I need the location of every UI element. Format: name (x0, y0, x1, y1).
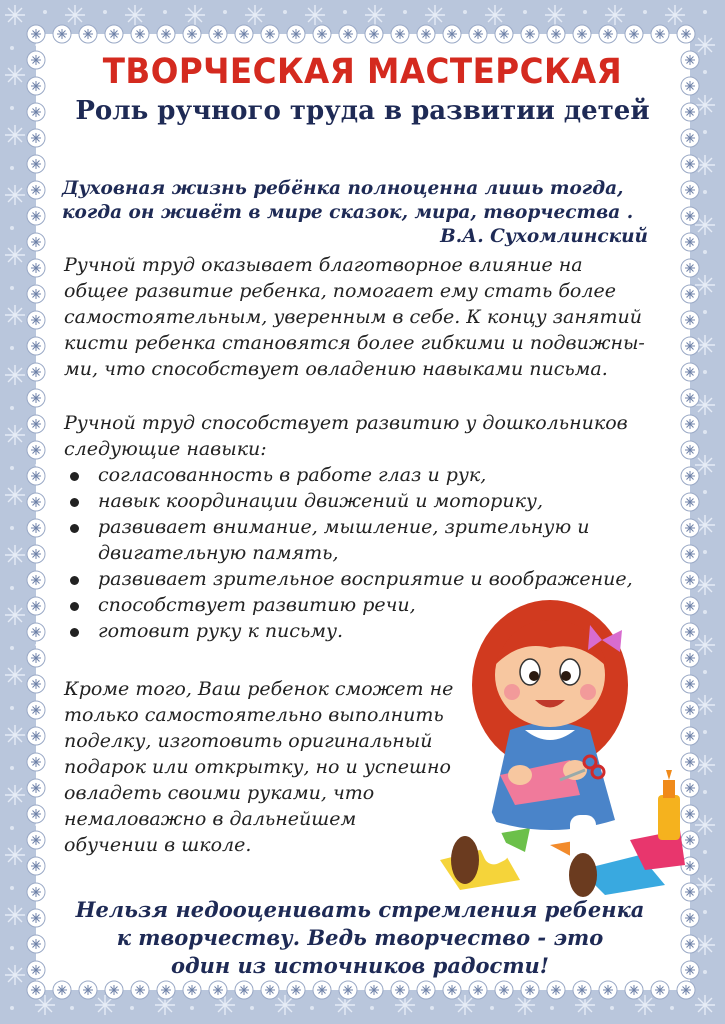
text-line: следующие навыки: (64, 438, 267, 460)
border-snowflake (27, 155, 45, 173)
border-snowflake (27, 519, 45, 537)
border-snowflake (651, 25, 669, 43)
border-snowflake (365, 981, 383, 999)
border-snowflake (27, 441, 45, 459)
border-snowflake (157, 981, 175, 999)
girl-cutting-paper-illustration (430, 590, 690, 900)
border-snowflake (339, 981, 357, 999)
border-snowflake (27, 25, 45, 43)
border-snowflake (131, 25, 149, 43)
border-snowflake (677, 25, 695, 43)
text-line: подарок или открытку, но и успешно (64, 756, 451, 778)
border-snowflake (235, 981, 253, 999)
border-snowflake (105, 981, 123, 999)
quote-author: В.А. Сухомлинский (440, 226, 648, 247)
paragraph-skills-intro (64, 410, 689, 462)
page-subtitle: Роль ручного труда в развитии детей (75, 96, 650, 126)
border-snowflake (339, 25, 357, 43)
text-line: овладеть своими руками, что (64, 782, 375, 804)
border-snowflake (53, 981, 71, 999)
border-snowflake (27, 545, 45, 563)
border-snowflake (27, 233, 45, 251)
border-snowflake (677, 981, 695, 999)
border-snowflake (27, 415, 45, 433)
border-snowflake (681, 129, 699, 147)
border-snowflake (495, 25, 513, 43)
list-item-text: согласованность в работе глаз и рук, (98, 464, 487, 486)
closing-line: к творчеству. Ведь творчество - это (116, 925, 604, 950)
border-snowflake (27, 493, 45, 511)
text-line: ми, что способствует овладению навыками письма. (64, 358, 608, 380)
page-title: ТВОРЧЕСКАЯ МАСТЕРСКАЯ (102, 52, 623, 92)
border-snowflake (79, 981, 97, 999)
quote-line: когда он живёт в мире сказок, мира, творчества . (62, 202, 634, 223)
border-snowflake (547, 25, 565, 43)
border-snowflake (27, 389, 45, 407)
border-snowflake (287, 981, 305, 999)
border-snowflake (53, 25, 71, 43)
border-snowflake (443, 981, 461, 999)
border-snowflake (27, 467, 45, 485)
border-snowflake (469, 981, 487, 999)
border-snowflake (27, 727, 45, 745)
text-line: обучении в школе. (64, 834, 252, 856)
border-snowflake (27, 779, 45, 797)
border-snowflake (681, 961, 699, 979)
text-line: самостоятельным, уверенным в себе. К концу занятий (64, 306, 642, 328)
border-snowflake (27, 753, 45, 771)
border-snowflake (521, 981, 539, 999)
list-item-text: способствует развитию речи, (98, 594, 416, 616)
border-snowflake (313, 981, 331, 999)
closing-line: Нельзя недооценивать стремления ребенка (75, 897, 645, 922)
border-snowflake (27, 857, 45, 875)
border-snowflake (183, 25, 201, 43)
border-snowflake (681, 935, 699, 953)
quote-line: Духовная жизнь ребёнка полноценна лишь тогда, (62, 178, 624, 199)
border-snowflake (209, 981, 227, 999)
list-item-text: готовит руку к письму. (98, 620, 344, 642)
text-line: Ручной труд способствует развитию у дошкольников (64, 412, 628, 434)
paragraph-intro (64, 252, 689, 382)
border-snowflake (183, 981, 201, 999)
border-snowflake (27, 981, 45, 999)
border-snowflake (599, 981, 617, 999)
border-snowflake (27, 337, 45, 355)
border-snowflake (521, 25, 539, 43)
list-item (64, 566, 689, 592)
paragraph-benefits (64, 676, 484, 858)
border-snowflake (27, 831, 45, 849)
list-item-text: развивает зрительное восприятие и воображение, (98, 568, 633, 590)
text-line: Ручной труд оказывает благотворное влияние на (64, 254, 583, 276)
text-line: только самостоятельно выполнить (64, 704, 444, 726)
closing-message (40, 896, 680, 980)
border-snowflake (287, 25, 305, 43)
border-snowflake (105, 25, 123, 43)
border-snowflake (681, 181, 699, 199)
text-line: поделку, изготовить оригинальный (64, 730, 433, 752)
border-snowflake (625, 25, 643, 43)
list-item-text: двигательную память, (98, 542, 339, 564)
border-snowflake (27, 675, 45, 693)
border-snowflake (27, 207, 45, 225)
border-snowflake (599, 25, 617, 43)
closing-line: один из источников радости! (170, 953, 550, 978)
border-snowflake (417, 981, 435, 999)
list-item-text: навык координации движений и моторику, (98, 490, 543, 512)
border-snowflake (131, 981, 149, 999)
list-item (64, 462, 689, 488)
border-snowflake (391, 981, 409, 999)
border-snowflake (27, 649, 45, 667)
border-snowflake (469, 25, 487, 43)
border-snowflake (27, 363, 45, 381)
border-snowflake (27, 285, 45, 303)
border-snowflake (443, 25, 461, 43)
border-snowflake (417, 25, 435, 43)
border-snowflake (573, 25, 591, 43)
border-snowflake (313, 25, 331, 43)
border-snowflake (681, 155, 699, 173)
list-item (64, 488, 689, 514)
border-snowflake (27, 805, 45, 823)
border-snowflake (27, 181, 45, 199)
list-item (64, 514, 689, 566)
border-snowflake (79, 25, 97, 43)
border-snowflake (27, 129, 45, 147)
border-snowflake (573, 981, 591, 999)
border-snowflake (681, 389, 699, 407)
text-line: общее развитие ребенка, помогает ему стать более (64, 280, 616, 302)
text-line: Кроме того, Ваш ребенок сможет не (64, 678, 454, 700)
border-snowflake (681, 207, 699, 225)
border-snowflake (27, 571, 45, 589)
border-snowflake (27, 311, 45, 329)
border-snowflake (625, 981, 643, 999)
text-line: немаловажно в дальнейшем (64, 808, 357, 830)
border-snowflake (27, 701, 45, 719)
border-snowflake (547, 981, 565, 999)
border-snowflake (365, 25, 383, 43)
border-snowflake (27, 623, 45, 641)
border-snowflake (27, 597, 45, 615)
border-snowflake (681, 233, 699, 251)
border-snowflake (27, 259, 45, 277)
epigraph-quote (62, 177, 672, 249)
border-snowflake (261, 25, 279, 43)
text-line: кисти ребенка становятся более гибкими и подвижны- (64, 332, 645, 354)
border-snowflake (681, 909, 699, 927)
border-snowflake (235, 25, 253, 43)
border-snowflake (651, 981, 669, 999)
border-snowflake (209, 25, 227, 43)
border-snowflake (261, 981, 279, 999)
border-snowflake (495, 981, 513, 999)
border-snowflake (391, 25, 409, 43)
list-item-text: развивает внимание, мышление, зрительную и (98, 516, 590, 538)
border-snowflake (157, 25, 175, 43)
